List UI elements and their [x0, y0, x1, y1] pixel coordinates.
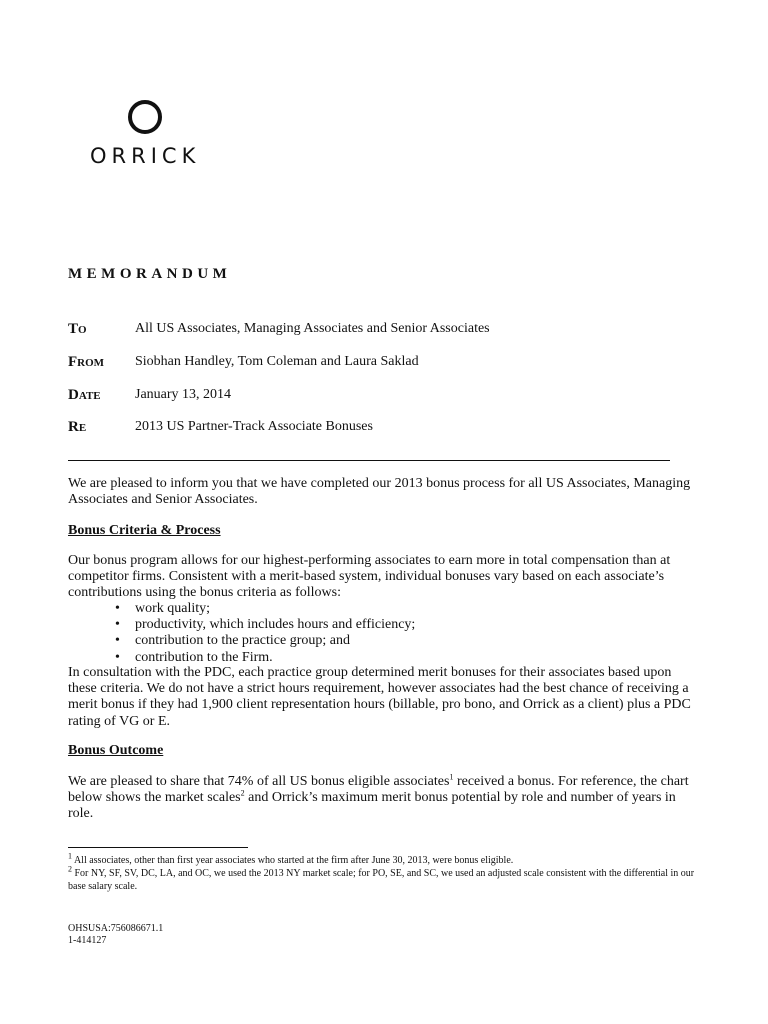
criteria-paragraph: Our bonus program allows for our highest-performing associates to earn more in total compensation than at competitor firms. Consistent with a merit-based system, individual bonuses vary based on each associate’s contributions using the bonus criteria as follows:: [68, 553, 671, 601]
intro-paragraph: We are pleased to inform you that we have completed our 2013 bonus process for all US Associates, Managing Associates and Senior Associates.: [68, 476, 691, 508]
footnote-text: All associates, other than first year associates who started at the firm after June 30, 2013, were bonus eligible.: [72, 855, 514, 866]
footnote-number: 1: [68, 851, 72, 861]
header-divider: [68, 460, 670, 461]
outcome-text-1: We are pleased to share that 74% of all US bonus eligible associates: [68, 774, 450, 789]
date-label: Date: [68, 387, 101, 403]
footnote-text: For NY, SF, SV, DC, LA, and OC, we used the 2013 NY market scale; for PO, SE, and SC, we used an adjusted scale consistent with the differential in our base salary scale.: [68, 868, 695, 892]
list-item: [68, 633, 415, 649]
footnote-ref-2[interactable]: 2: [240, 788, 245, 798]
from-label: From: [68, 354, 105, 370]
list-item-text: productivity, which includes hours and efficiency;: [135, 617, 416, 633]
section-heading-outcome: Bonus Outcome: [68, 743, 164, 758]
re-label: Re: [68, 419, 87, 435]
footnote-ref-1[interactable]: 1: [449, 772, 454, 782]
date-value: January 13, 2014: [135, 387, 232, 402]
orrick-logo: [88, 96, 212, 172]
list-item: [68, 601, 415, 617]
outcome-text-2: received a bonus. For reference, the chart below shows the market scales: [68, 774, 689, 806]
list-item: [68, 617, 415, 633]
logo-wordmark: ORRICK: [90, 144, 201, 168]
list-item-text: contribution to the practice group; and: [135, 633, 350, 649]
footnote-divider: [68, 847, 248, 848]
document-id-line-1: OHSUSA:756086671.1: [68, 923, 164, 934]
footnote-2: [68, 864, 708, 893]
footnote-number: 2: [68, 864, 72, 874]
list-item-text: work quality;: [135, 601, 211, 616]
bullet-icon: •: [115, 633, 120, 649]
criteria-paragraph-2: In consultation with the PDC, each practice group determined merit bonuses for their associates based upon these criteria. We do not have a strict hours requirement, however associates had the best chance of receiving a merit bonus if they had 1,900 client representation hours (billable, pro bono, and Orrick as a client) plus a PDC rating of VG or E.: [68, 665, 691, 729]
section-heading-criteria: Bonus Criteria & Process: [68, 523, 221, 538]
footnote-1: [68, 851, 708, 868]
list-item: [68, 650, 415, 666]
bullet-icon: •: [115, 601, 120, 616]
document-id: [68, 923, 163, 946]
criteria-list: [68, 601, 415, 666]
outcome-paragraph: [68, 774, 698, 823]
memo-title: MEMORANDUM: [68, 266, 232, 282]
from-value: Siobhan Handley, Tom Coleman and Laura Saklad: [135, 354, 419, 369]
re-value: 2013 US Partner-Track Associate Bonuses: [135, 419, 373, 434]
ring-logo-icon: [128, 100, 162, 134]
bullet-icon: •: [115, 617, 120, 633]
list-item-text: contribution to the Firm.: [135, 649, 273, 665]
to-label: To: [68, 321, 87, 337]
bullet-icon: •: [115, 649, 120, 665]
to-value: All US Associates, Managing Associates and Senior Associates: [135, 321, 490, 336]
outcome-text-3: and Orrick’s maximum merit bonus potential by role and number of years in role.: [68, 790, 676, 822]
document-id-line-2: 1-414127: [68, 934, 107, 946]
